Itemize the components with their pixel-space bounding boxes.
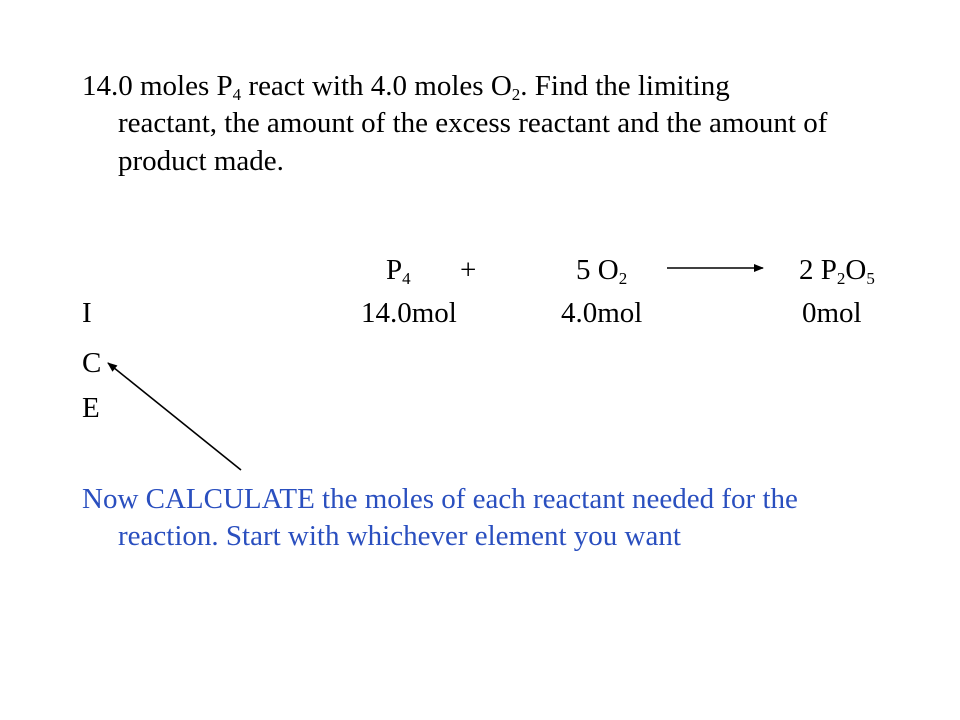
instruction-line-2: reaction. Start with whichever element you want [118, 520, 681, 552]
problem-line-3: product made. [118, 145, 284, 177]
product-base: 2 P [799, 254, 837, 286]
problem-line-2: reactant, the amount of the excess reactant and the amount of [118, 107, 828, 139]
reactant-o2-base: 5 O [576, 254, 619, 286]
product-sub-o: 5 [866, 269, 875, 288]
problem-text-a: 14.0 moles P [82, 70, 233, 102]
instruction-line-1: Now CALCULATE the moles of each reactant needed for the [82, 483, 798, 515]
initial-o2: 4.0mol [561, 297, 643, 329]
problem-text-b: react with 4.0 moles O [241, 70, 512, 102]
plus-sign: + [460, 254, 477, 286]
reactant-p4-sub: 4 [402, 269, 411, 288]
problem-sub-p4: 4 [232, 85, 242, 104]
product-sub-p: 2 [836, 269, 846, 288]
pointer-arrow [108, 363, 241, 470]
product-o: O [845, 254, 867, 286]
ice-row-label-c: C [82, 347, 102, 379]
problem-text-c: . Find the limiting [520, 70, 730, 102]
problem-sub-o2: 2 [511, 85, 521, 104]
reactant-p4-base: P [386, 254, 403, 286]
ice-row-label-i: I [82, 297, 92, 329]
ice-row-label-e: E [82, 392, 100, 424]
reactant-o2-sub: 2 [618, 269, 628, 288]
initial-p2o5: 0mol [802, 297, 862, 329]
initial-p4: 14.0mol [361, 297, 457, 329]
